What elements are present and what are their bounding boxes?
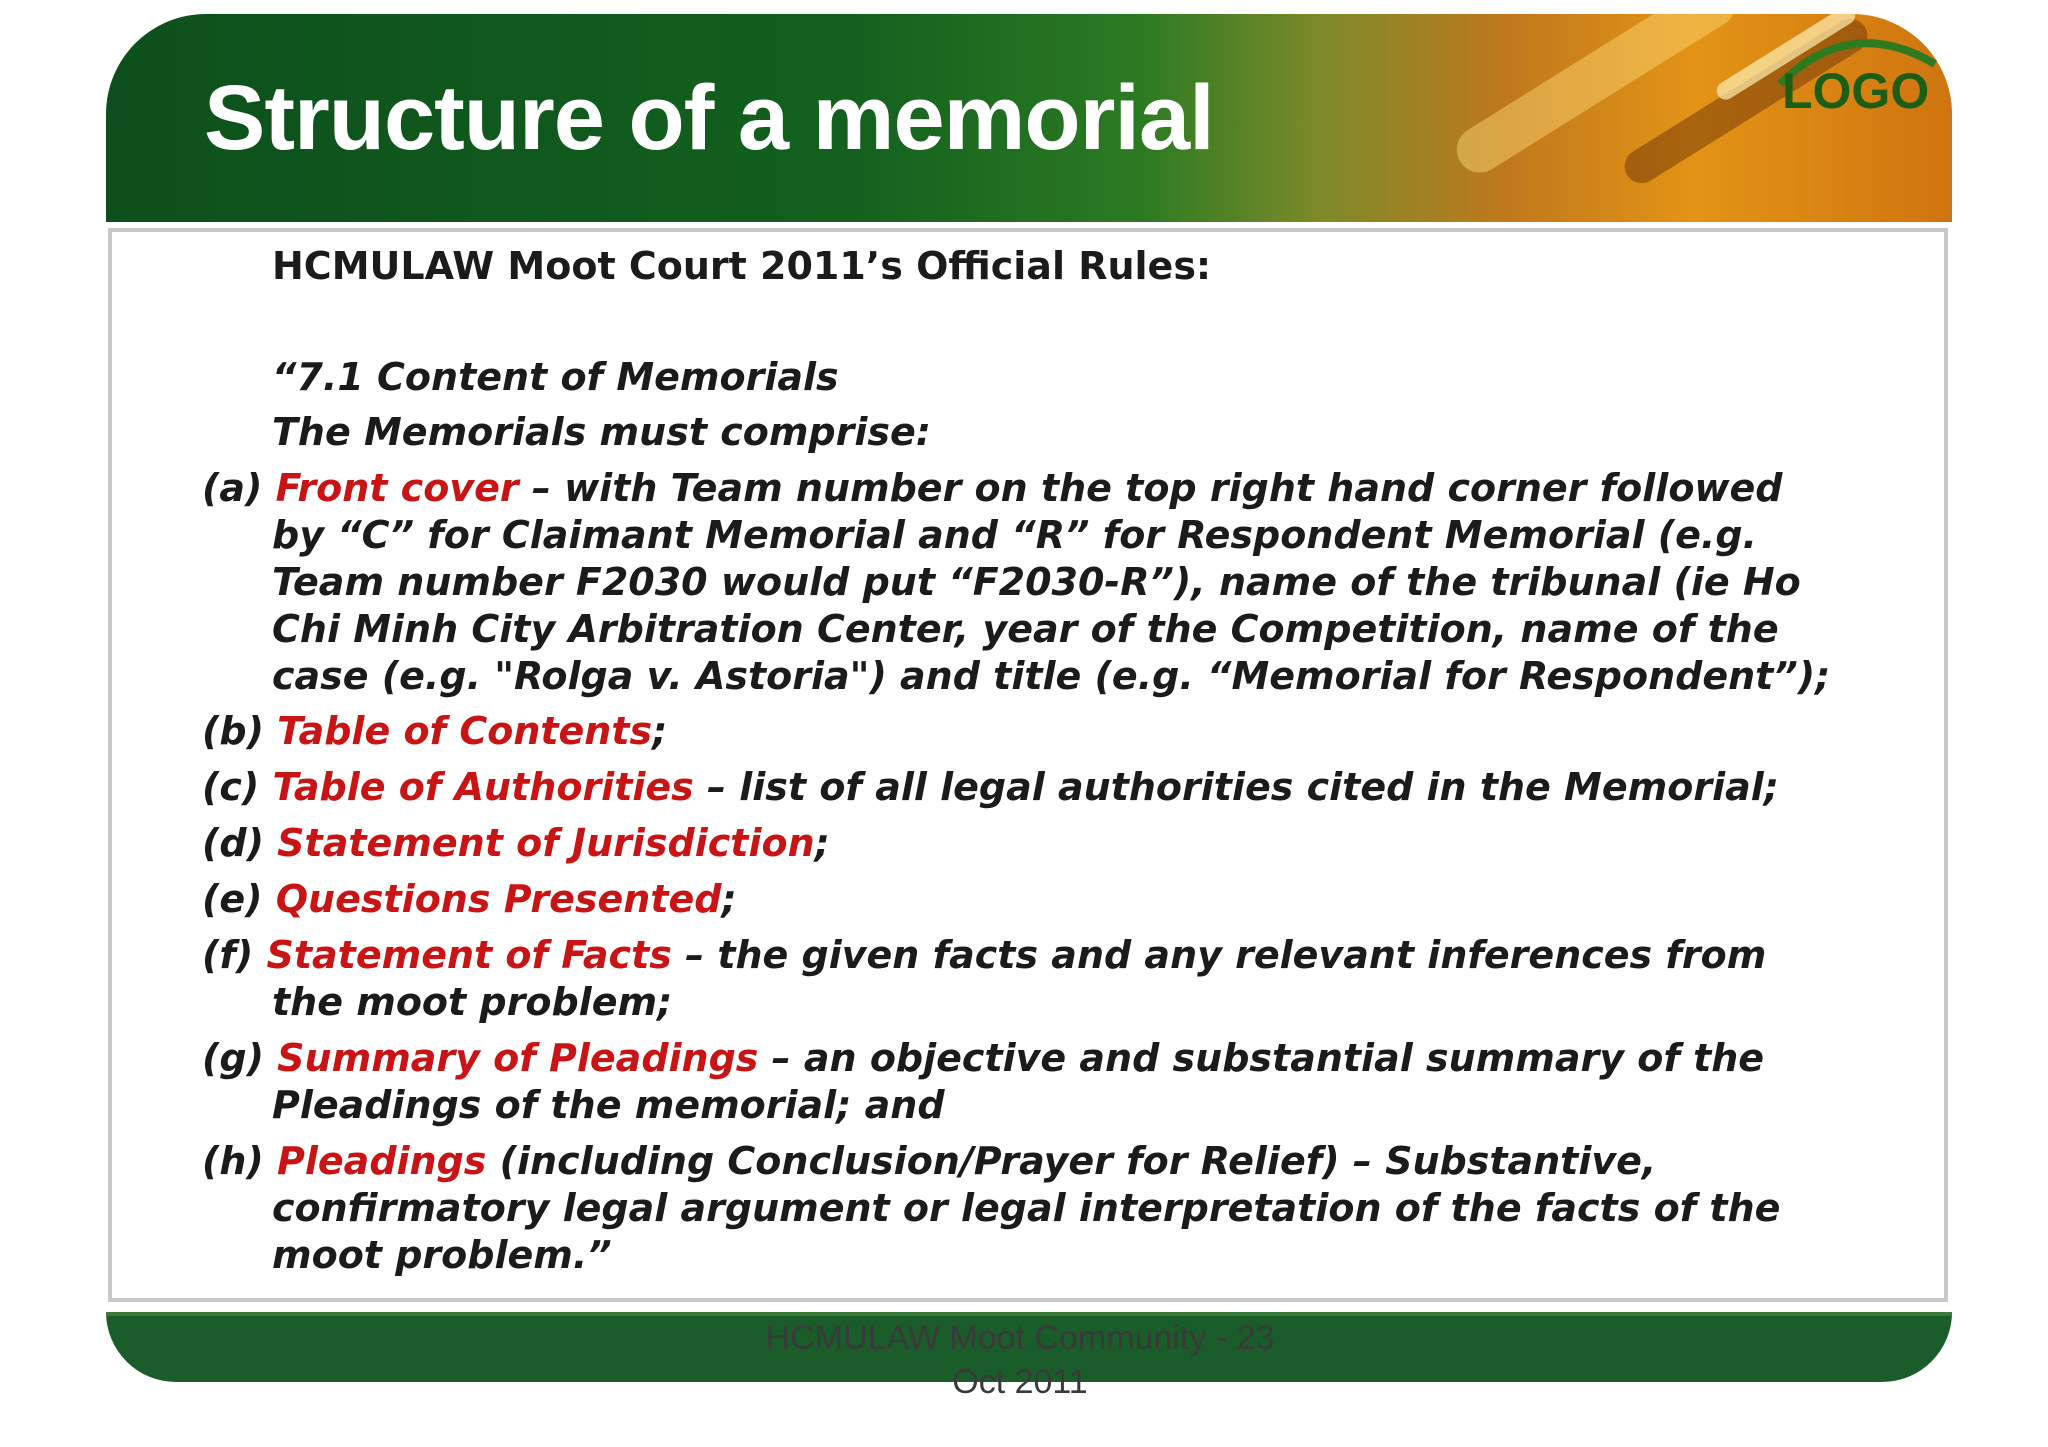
item-text: ; (721, 877, 737, 921)
item-continuation: confirmatory legal argument or legal interpretation of the facts of the (272, 1186, 1781, 1230)
item-continuation: by “C” for Claimant Memorial and “R” for Respondent Memorial (e.g. (272, 513, 1757, 557)
item-label: (d) (202, 821, 278, 865)
item-term: Statement of Facts (266, 933, 672, 977)
item-label: (h) (202, 1139, 278, 1183)
item-continuation: Pleadings of the memorial; and (272, 1083, 945, 1127)
item-term: Front cover (275, 466, 519, 510)
item-text: – list of all legal authorities cited in the Memorial; (693, 765, 1779, 809)
item-label: (e) (202, 877, 276, 921)
item-continuation: the moot problem; (272, 980, 673, 1024)
item-text: (including Conclusion/Prayer for Relief) – Substantive, (486, 1139, 1657, 1183)
item-term: Table of Authorities (272, 765, 694, 809)
footer-line-1: HCMULAW Moot Community - 23 (765, 1319, 1275, 1357)
pen-light-streak (1448, 14, 1744, 181)
list-item (202, 820, 830, 867)
item-continuation: Chi Minh City Arbitration Center, year of the Competition, name of the (272, 607, 1779, 651)
list-item (202, 932, 1766, 979)
section-title: “7.1 Content of Memorials (272, 355, 839, 399)
list-item (202, 764, 1779, 811)
item-label: (f) (202, 933, 267, 977)
item-term: Questions Presented (275, 877, 722, 921)
item-continuation: case (e.g. "Rolga v. Astoria") and title (e.g. “Memorial for Respondent”); (272, 654, 1831, 698)
item-label: (g) (202, 1036, 278, 1080)
list-item (202, 1035, 1764, 1082)
item-label: (a) (202, 466, 276, 510)
slide-title: Structure of a memorial (204, 67, 1214, 169)
list-item (202, 876, 737, 923)
rules-heading: HCMULAW Moot Court 2011’s Official Rules: (272, 244, 1212, 288)
item-term: Summary of Pleadings (277, 1036, 759, 1080)
item-label: (b) (202, 709, 278, 753)
logo: LOGO (1782, 63, 1930, 119)
item-label: (c) (202, 765, 273, 809)
list-item (202, 708, 667, 755)
list-item (202, 1138, 1656, 1185)
item-continuation: moot problem.” (272, 1233, 612, 1277)
item-term: Pleadings (277, 1139, 487, 1183)
item-text: – an objective and substantial summary of the (758, 1036, 1765, 1080)
footer-line-2: Oct 2011 (952, 1363, 1088, 1401)
item-text: – the given facts and any relevant inferences from (671, 933, 1767, 977)
intro-text: The Memorials must comprise: (272, 410, 931, 454)
item-text: – with Team number on the top right hand corner followed (518, 466, 1783, 510)
item-text: ; (652, 709, 668, 753)
footer-text (740, 1316, 1300, 1404)
list-item (202, 465, 1783, 512)
item-continuation: Team number F2030 would put “F2030-R”), name of the tribunal (ie Ho (272, 560, 1801, 604)
item-term: Statement of Jurisdiction (277, 821, 815, 865)
item-text: ; (814, 821, 830, 865)
item-term: Table of Contents (277, 709, 653, 753)
